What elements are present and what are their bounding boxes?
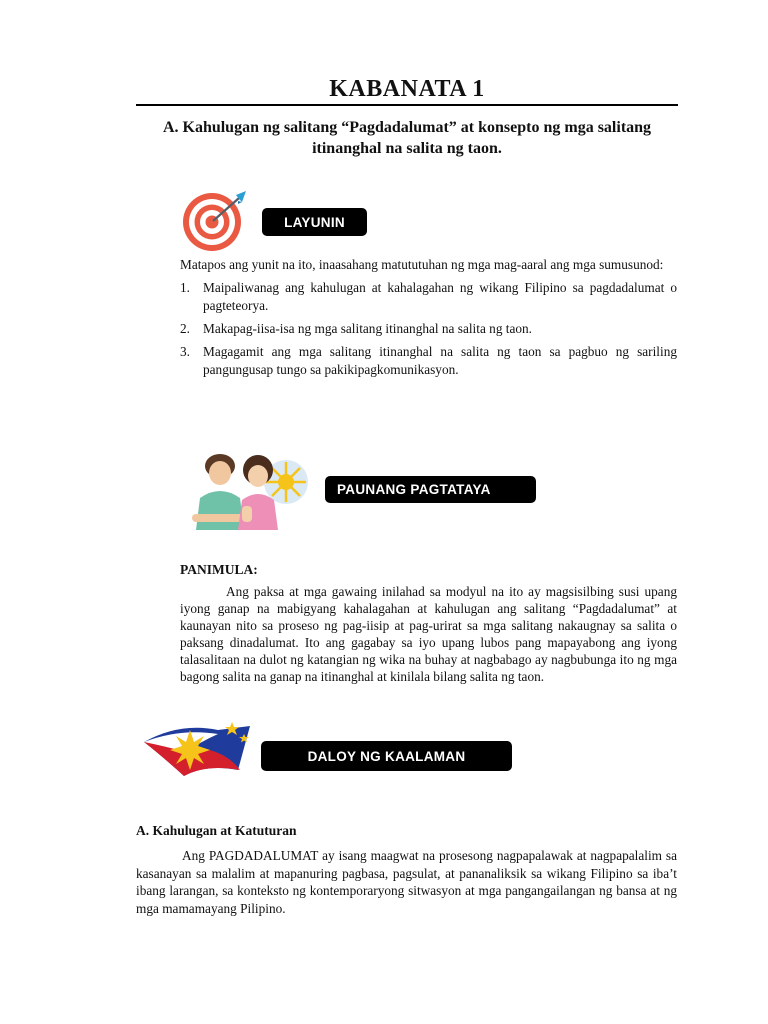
paunang-pagtataya-badge xyxy=(325,476,536,503)
kahulugan-paragraph xyxy=(136,847,677,917)
objective-number: 1. xyxy=(180,280,190,295)
objective-item xyxy=(180,279,677,315)
kahulugan-heading: A. Kahulugan at Katuturan xyxy=(136,823,297,838)
layunin-badge-label: LAYUNIN xyxy=(284,214,345,230)
paunang-pagtataya-label: PAUNANG PAGTATAYA xyxy=(337,482,491,497)
panimula-label: PANIMULA: xyxy=(180,562,258,577)
panimula-paragraph xyxy=(180,583,677,685)
daloy-ng-kaalaman-badge xyxy=(261,741,512,771)
daloy-ng-kaalaman-label: DALOY NG KAALAMAN xyxy=(307,748,466,764)
target-dart-icon xyxy=(178,188,250,252)
objective-text: Maipaliwanag ang kahulugan at kahalagahan ng wikang Filipino sa pagdadalumat o pagteteorya. xyxy=(203,280,677,313)
objectives-intro: Matapos ang yunit na ito, inaasahang matututuhan ng mga mag-aaral ang mga sumusunod: xyxy=(180,257,664,272)
layunin-badge xyxy=(262,208,367,236)
objectives-list xyxy=(180,279,677,379)
objective-text: Makapag-iisa-isa ng mga salitang itinanghal na salita ng taon. xyxy=(203,321,533,336)
page-title: KABANATA 1 xyxy=(329,76,485,102)
title-divider xyxy=(136,104,678,106)
objective-number: 3. xyxy=(180,344,190,359)
section-heading: A. Kahulugan ng salitang “Pagdadalumat” at konsepto ng mga salitang itinanghal na salita ng taon. xyxy=(162,119,652,157)
panimula-text: Ang paksa at mga gawaing inilahad sa modyul na ito ay magsisilbing susi upang iyong ganap na mabigyang kahalagahan at kahulugan ang salitang “Pagdadalumat” at kaunayan nito sa proseso ng pag-iisip at pag-urirat sa mga salitang nakaugnay sa salita o paksang dinadalumat. Ito ang gagabay sa iyo upang lubos pang mapayabong ang iyong talasalitaan na dulot ng katangian ng wika na buhay at nagbabago ay nagbubunga ito ng mga bagong salita na ganap na itinanghal at kinilala bilang salita ng taon. xyxy=(180,584,677,684)
objective-number: 2. xyxy=(180,321,190,336)
philippine-flag-icon xyxy=(140,716,258,782)
objective-text: Magagamit ang mga salitang itinanghal na salita ng taon sa pagbuo ng sariling pangungusap tungo sa pakikipagkomunikasyon. xyxy=(203,344,677,377)
objectives-section xyxy=(180,256,677,379)
objective-item xyxy=(180,320,677,338)
kahulugan-text: Ang PAGDADALUMAT ay isang maagwat na prosesong nagpapalawak at nagpapalalim sa kasanayan sa malalim at mapanuring pagbasa, pagsulat, at pananaliksik sa wikang Filipino sa iba’t ibang larangan, sa konteksto ng kontemporaryong sitwasyon at mga pangangailangan ng bansa at ng mga mamamayang Pilipino. xyxy=(136,848,677,916)
students-illustration xyxy=(182,446,322,532)
objective-item xyxy=(180,343,677,379)
